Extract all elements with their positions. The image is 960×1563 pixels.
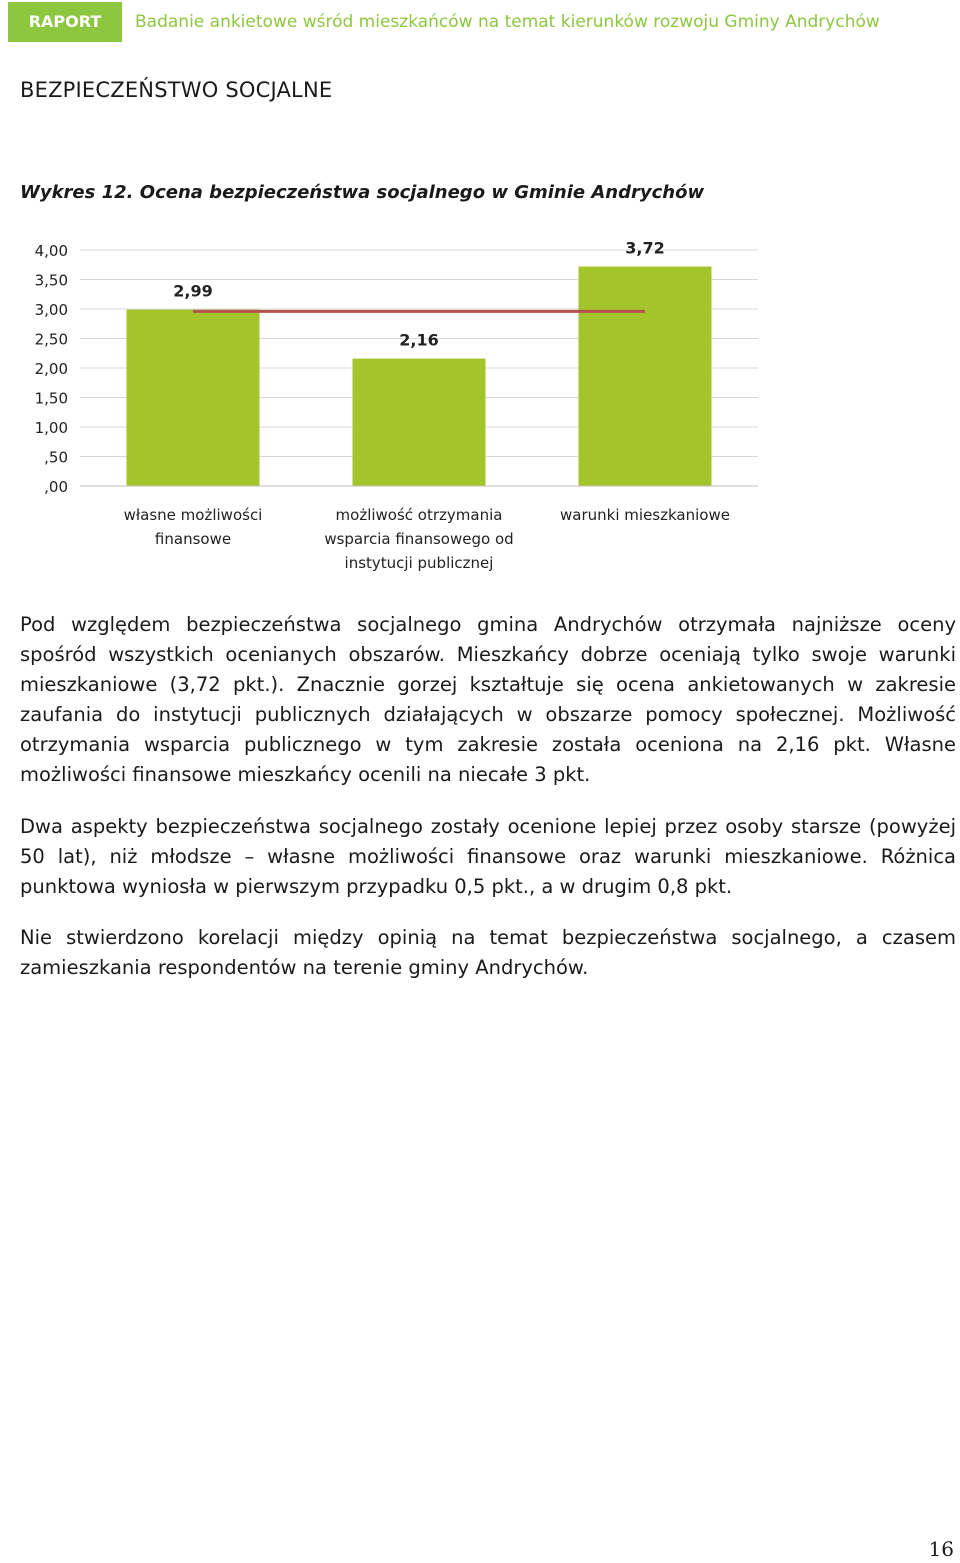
x-tick-label: instytucji publicznej <box>344 554 494 572</box>
page-number: 16 <box>928 1537 954 1561</box>
x-tick-label: wsparcia finansowego od <box>324 530 514 548</box>
bar-chart <box>20 230 780 580</box>
page-header <box>8 2 952 44</box>
x-tick-label: warunki mieszkaniowe <box>560 506 730 524</box>
y-tick-label: 1,00 <box>34 419 68 437</box>
y-tick-label: 4,00 <box>34 242 68 260</box>
paragraph-2: Dwa aspekty bezpieczeństwa socjalnego zostały ocenione lepiej przez osoby starsze (powyżej 50 lat), niż młodsze – własne możliwości finansowe oraz warunki mieszkaniowe. Różnica punktowa wyniosła w pierwszym przypadku 0,5 pkt., a w drugim 0,8 pkt. <box>20 815 956 898</box>
x-tick-label: własne możliwości <box>123 506 263 524</box>
y-tick-label: ,50 <box>44 448 68 467</box>
y-tick-label: 2,00 <box>34 360 68 378</box>
paragraph-1: Pod względem bezpieczeństwa socjalnego gmina Andrychów otrzymała najniższe oceny spośród wszystkich ocenianych obszarów. Mieszkańcy dobrze oceniają tylko swoje warunki mieszkaniowe (3,72 pkt.). Znacznie gorzej kształtuje się ocena ankietowanych w zakresie zaufania do instytucji publicznych działających w obszarze pomocy społecznej. Możliwość otrzymania wsparcia publicznego w tym zakresie została oceniona na 2,16 pkt. Własne możliwości finansowe mieszkańcy ocenili na niecałe 3 pkt. <box>20 613 956 786</box>
data-label: 2,16 <box>399 330 439 350</box>
y-tick-label: 3,00 <box>34 301 68 319</box>
x-tick-label: finansowe <box>154 530 232 548</box>
bar <box>579 267 712 486</box>
chart-caption: Wykres 12. Ocena bezpieczeństwa socjalnego w Gminie Andrychów <box>20 182 705 203</box>
data-label: 2,99 <box>173 281 213 301</box>
bar <box>127 310 260 486</box>
y-tick-label: 1,50 <box>34 389 68 408</box>
data-label: 3,72 <box>625 238 665 258</box>
y-tick-label: ,00 <box>44 478 68 496</box>
x-tick-label: możliwość otrzymania <box>335 506 503 524</box>
header-title: Badanie ankietowe wśród mieszkańców na temat kierunków rozwoju Gminy Andrychów <box>135 12 880 32</box>
y-tick-label: 3,50 <box>34 271 68 290</box>
chart-svg <box>20 230 780 580</box>
y-tick-label: 2,50 <box>34 330 68 349</box>
raport-tag: RAPORT <box>8 2 122 42</box>
bar <box>353 359 486 486</box>
paragraph-3: Nie stwierdzono korelacji między opinią na temat bezpieczeństwa socjalnego, a czasem zamieszkania respondentów na terenie gminy Andrychów. <box>20 926 956 979</box>
section-heading: BEZPIECZEŃSTWO SOCJALNE <box>20 78 333 102</box>
